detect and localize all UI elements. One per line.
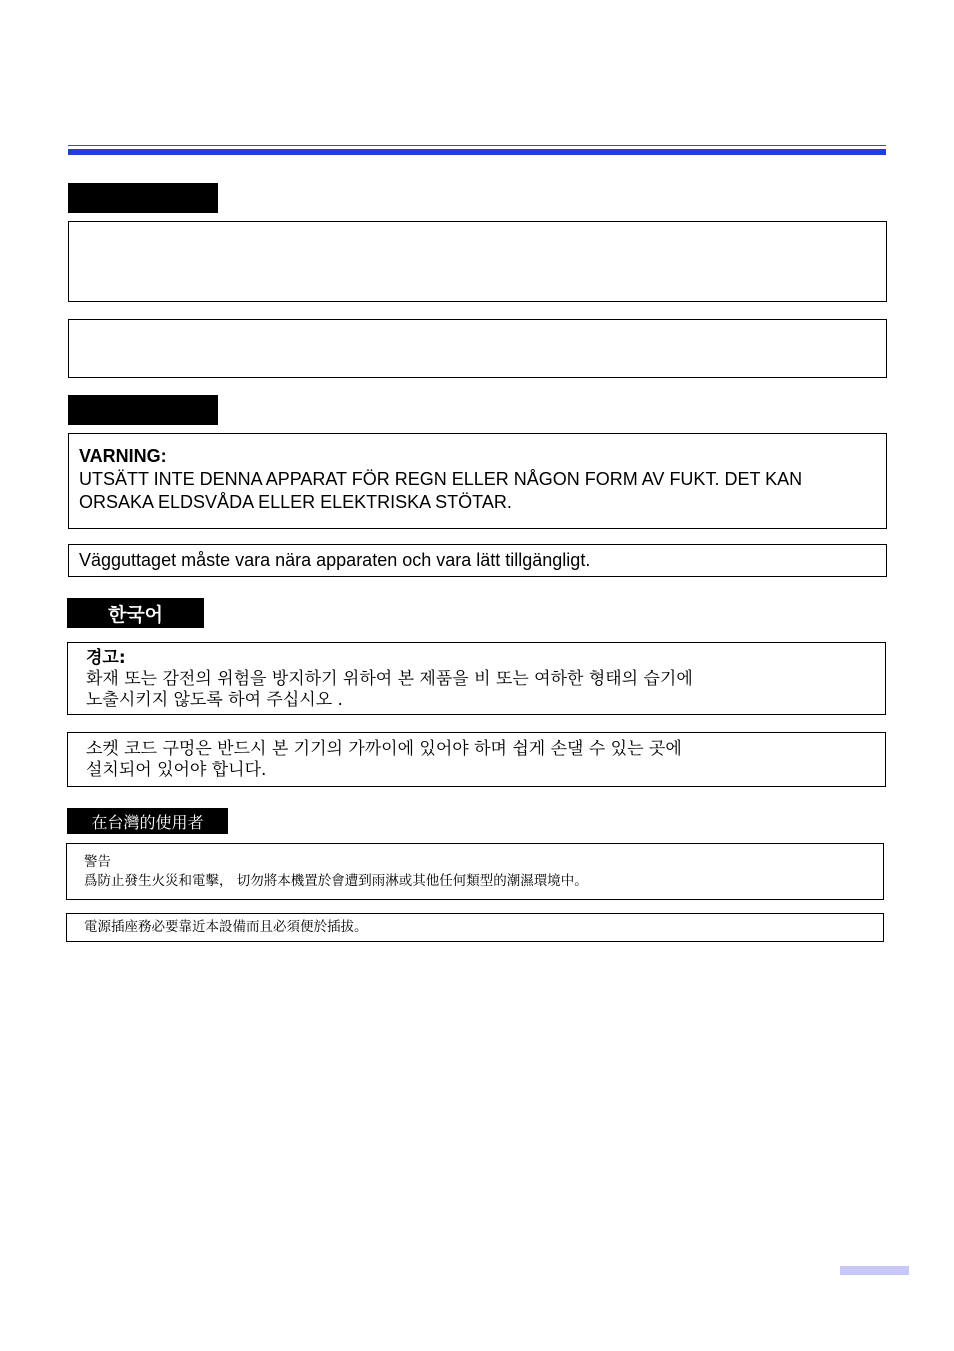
header-rule-thin [68, 145, 886, 146]
chinese-warning-box [66, 843, 884, 900]
korean-tab-label: 한국어 [107, 603, 164, 626]
korean-warning-title: 경고: [86, 648, 126, 668]
swedish-warning-title: VARNING: [79, 446, 167, 466]
korean-socket-line1: 소켓 코드 구멍은 반드시 본 기기의 가까이에 있어야 하며 쉽게 손댈 수 있는 곳에 [86, 739, 682, 759]
page-marker [840, 1266, 909, 1275]
swedish-warning-line1: UTSÄTT INTE DENNA APPARAT FÖR REGN ELLER NÅGON FORM AV FUKT. DET KAN [79, 469, 803, 489]
swedish-warning-box [68, 433, 887, 529]
blank-socket-box [68, 319, 887, 378]
korean-socket-line2: 설치되어 있어야 합니다. [86, 760, 267, 780]
chinese-socket-box [66, 913, 884, 942]
korean-warning-line2: 노출시키지 않도록 하여 주십시오 . [86, 690, 343, 710]
blank-warning-box [68, 221, 887, 302]
chinese-tab-label: 在台灣的使用者 [91, 812, 204, 832]
chinese-language-tab [67, 808, 228, 834]
chinese-warning-title: 警告 [84, 854, 111, 870]
swedish-socket-note: Vägguttaget måste vara nära apparaten och vara lätt tillgängligt. [79, 550, 591, 570]
korean-warning-box [67, 642, 886, 715]
chinese-warning-line1: 爲防止發生火災和電擊， 切勿將本機置於會遭到雨淋或其他任何類型的潮濕環境中。 [84, 873, 588, 889]
swedish-socket-box [68, 544, 887, 577]
korean-language-tab [67, 598, 204, 628]
blank-language-tab [68, 183, 218, 213]
swedish-language-tab [68, 395, 218, 425]
korean-socket-box [67, 732, 886, 787]
header-rule-thick [68, 149, 886, 155]
swedish-warning-line2: ORSAKA ELDSVÅDA ELLER ELEKTRISKA STÖTAR. [79, 492, 512, 512]
chinese-socket-note: 電源插座務必要靠近本設備而且必須便於插拔。 [84, 919, 368, 935]
korean-warning-line1: 화재 또는 감전의 위험을 방지하기 위하여 본 제품을 비 또는 여하한 형태의 습기에 [86, 669, 693, 689]
